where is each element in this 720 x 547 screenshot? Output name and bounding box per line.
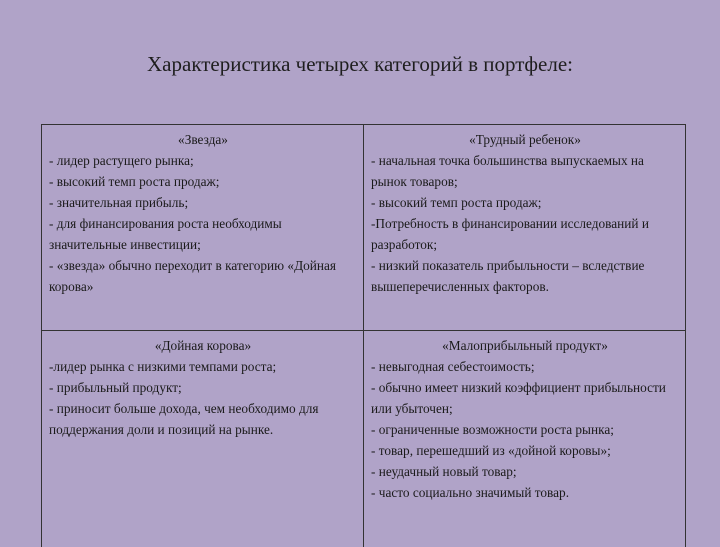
- cell-line: - прибыльный продукт;: [49, 377, 357, 398]
- cell-dog: [364, 331, 686, 547]
- cell-line: -лидер рынка с низкими темпами роста;: [49, 356, 357, 377]
- cell-line: - товар, перешедший из «дойной коровы»;: [371, 440, 679, 461]
- cell-heading: «Малоприбыльный продукт»: [371, 335, 679, 356]
- cell-star: [42, 125, 364, 331]
- cell-line: -Потребность в финансировании исследований и разработок;: [371, 213, 679, 255]
- slide-title: Характеристика четырех категорий в портфеле:: [0, 52, 720, 77]
- cell-line: - приносит больше дохода, чем необходимо для поддержания доли и позиций на рынке.: [49, 398, 357, 440]
- table-row: [42, 331, 686, 547]
- cell-line: - значительная прибыль;: [49, 192, 357, 213]
- cell-heading: «Трудный ребенок»: [371, 129, 679, 150]
- cell-line: - часто социально значимый товар.: [371, 482, 679, 503]
- cell-heading: «Дойная корова»: [49, 335, 357, 356]
- cell-line: - невыгодная себестоимость;: [371, 356, 679, 377]
- cell-line: - начальная точка большинства выпускаемых на рынок товаров;: [371, 150, 679, 192]
- cell-line: - высокий темп роста продаж;: [49, 171, 357, 192]
- cell-line: - высокий темп роста продаж;: [371, 192, 679, 213]
- cell-line: - «звезда» обычно переходит в категорию «Дойная корова»: [49, 255, 357, 297]
- cell-line: - лидер растущего рынка;: [49, 150, 357, 171]
- cell-heading: «Звезда»: [49, 129, 357, 150]
- cell-line: - обычно имеет низкий коэффициент прибыльности или убыточен;: [371, 377, 679, 419]
- table-row: [42, 125, 686, 331]
- cell-cash-cow: [42, 331, 364, 547]
- cell-line: - ограниченные возможности роста рынка;: [371, 419, 679, 440]
- cell-problem-child: [364, 125, 686, 331]
- cell-line: - неудачный новый товар;: [371, 461, 679, 482]
- cell-line: - низкий показатель прибыльности – вследствие вышеперечисленных факторов.: [371, 255, 679, 297]
- cell-line: - для финансирования роста необходимы значительные инвестиции;: [49, 213, 357, 255]
- portfolio-categories-table: [41, 124, 686, 547]
